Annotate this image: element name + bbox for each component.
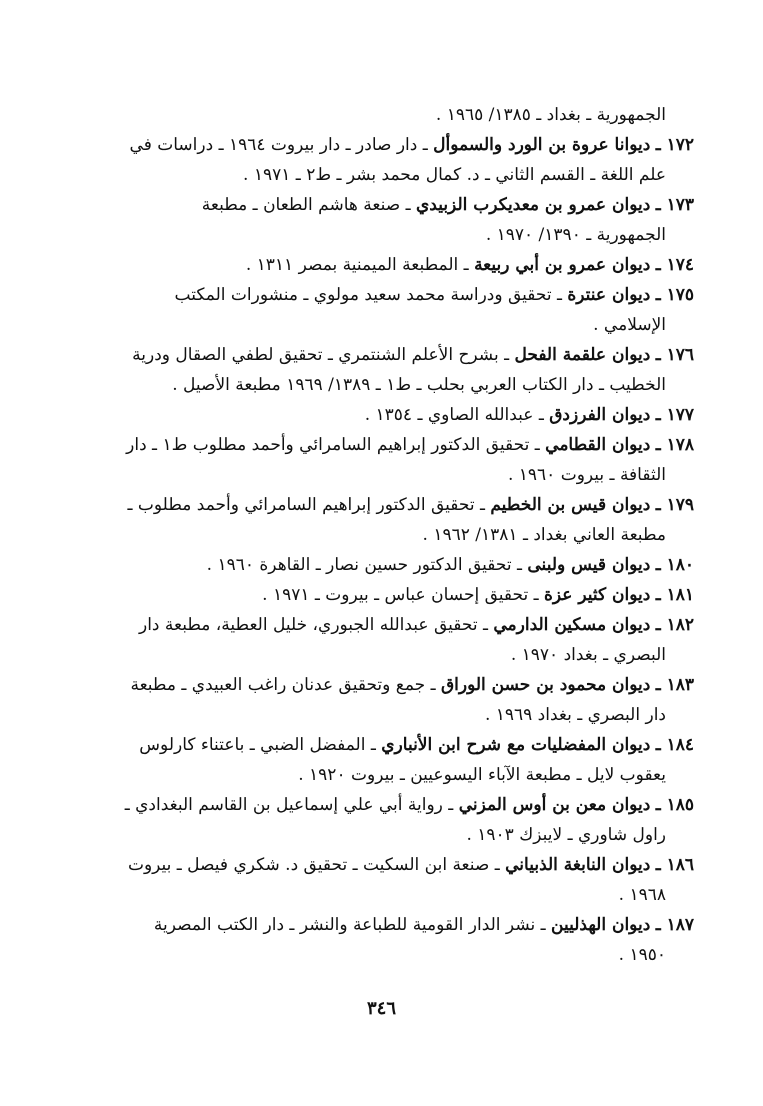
entry-continuation-line: الخطيب ـ دار الكتاب العربي بحلب ـ ط١ ـ ١٣٨٩/ ١٩٦٩ مطبعة الأصيل . — [172, 375, 666, 395]
bibliography-entry — [74, 430, 694, 490]
bibliography-entry — [74, 130, 694, 190]
bibliography-page — [74, 100, 694, 970]
entry-first-line — [74, 250, 694, 280]
bibliography-entry — [74, 340, 694, 400]
entry-number: ١٧٣ ـ — [655, 195, 694, 215]
entry-number: ١٧٥ ـ — [655, 285, 694, 305]
entry-first-line — [74, 610, 694, 640]
entry-details: ـ بشرح الأعلم الشنتمري ـ تحقيق لطفي الصقال ودرية — [132, 345, 510, 365]
entry-first-line — [74, 130, 694, 160]
entry-title: ديوان قيس بن الخطيم — [490, 495, 651, 515]
entry-details: ـ المفضل الضبي ـ باعتناء كارلوس — [139, 735, 376, 755]
entry-number: ١٧٤ ـ — [655, 255, 694, 275]
entry-details: ـ تحقيق الدكتور إبراهيم السامرائي وأحمد مطلوب ط١ ـ دار — [126, 435, 540, 455]
entry-first-line — [74, 190, 694, 220]
entry-first-line — [74, 670, 694, 700]
entry-continuation-line: يعقوب لايل ـ مطبعة الآباء اليسوعيين ـ بيروت ١٩٢٠ . — [298, 765, 666, 785]
entry-number: ١٧٦ ـ — [655, 345, 694, 365]
entry-details: ـ جمع وتحقيق عدنان راغب العبيدي ـ مطبعة — [130, 675, 436, 695]
entry-details: ـ تحقيق عبدالله الجبوري، خليل العطية، مطبعة دار — [138, 615, 488, 635]
entry-number: ١٨٧ ـ — [655, 915, 694, 935]
bibliography-entry — [74, 730, 694, 790]
entry-continuation-line: مطبعة العاني بغداد ـ ١٣٨١/ ١٩٦٢ . — [422, 525, 666, 545]
page-number: ٣٤٦ — [366, 998, 396, 1019]
bibliography-entry — [74, 280, 694, 340]
entry-details: ـ المطبعة الميمنية بمصر ١٣١١ . — [245, 255, 469, 275]
entry-title: ديوان مسكين الدارمي — [493, 615, 651, 635]
bibliography-entry — [74, 580, 694, 610]
bibliography-entries — [74, 130, 694, 970]
entry-continuation-line: الثقافة ـ بيروت ١٩٦٠ . — [507, 465, 666, 485]
entry-number: ١٧٨ ـ — [655, 435, 694, 455]
entry-title: ديوان معن بن أوس المزني — [458, 795, 651, 815]
entry-continuation-line: ١٩٥٠ . — [618, 945, 666, 965]
entry-number: ١٧٧ ـ — [655, 405, 694, 425]
entry-details: ـ نشر الدار القومية للطباعة والنشر ـ دار الكتب المصرية — [153, 915, 546, 935]
entry-number: ١٨٠ ـ — [655, 555, 694, 575]
entry-title: ديوان النابغة الذبياني — [505, 855, 651, 875]
bibliography-entry — [74, 610, 694, 670]
entry-title: ديوان القطامي — [545, 435, 651, 455]
entry-details: ـ صنعة هاشم الطعان ـ مطبعة — [201, 195, 411, 215]
entry-title: ديوان عمرو بن معديكرب الزبيدي — [415, 195, 651, 215]
entry-first-line — [74, 910, 694, 940]
entry-continuation-line: الجمهورية ـ ١٣٩٠/ ١٩٧٠ . — [485, 225, 666, 245]
entry-number: ١٨٢ ـ — [655, 615, 694, 635]
entry-details: ـ تحقيق إحسان عباس ـ بيروت ـ ١٩٧١ . — [262, 585, 539, 605]
entry-first-line — [74, 790, 694, 820]
entry-continuation-line: البصري ـ بغداد ١٩٧٠ . — [510, 645, 666, 665]
entry-first-line — [74, 400, 694, 430]
entry-continuation-line: دار البصري ـ بغداد ١٩٦٩ . — [484, 705, 666, 725]
bibliography-entry — [74, 250, 694, 280]
entry-title: ديوانا عروة بن الورد والسموأل — [433, 135, 651, 155]
entry-title: ديوان الهذليين — [551, 915, 651, 935]
entry-first-line — [74, 730, 694, 760]
entry-details: ـ تحقيق الدكتور إبراهيم السامرائي وأحمد مطلوب ـ — [127, 495, 485, 515]
entry-title: ديوان كثير عزة — [543, 585, 651, 605]
entry-first-line — [74, 550, 694, 580]
bibliography-entry — [74, 910, 694, 970]
entry-title: ديوان عنترة — [567, 285, 651, 305]
entry-continuation-line: الإسلامي . — [593, 315, 666, 335]
entry-title: ديوان المفضليات مع شرح ابن الأنباري — [381, 735, 651, 755]
entry-title: ديوان علقمة الفحل — [514, 345, 651, 365]
entry-first-line — [74, 490, 694, 520]
entry-number: ١٨٥ ـ — [655, 795, 694, 815]
entry-continuation-line: راول شاوري ـ لايبزك ١٩٠٣ . — [466, 825, 666, 845]
entry-first-line — [74, 430, 694, 460]
entry-number: ١٨٣ ـ — [655, 675, 694, 695]
entry-number: ١٧٩ ـ — [655, 495, 694, 515]
lead-line: الجمهورية ـ بغداد ـ ١٣٨٥/ ١٩٦٥ . — [435, 105, 666, 125]
entry-details: ـ تحقيق ودراسة محمد سعيد مولوي ـ منشورات المكتب — [174, 285, 562, 305]
entry-title: ديوان الفرزدق — [549, 405, 651, 425]
bibliography-entry — [74, 850, 694, 910]
entry-first-line — [74, 850, 694, 880]
entry-first-line — [74, 340, 694, 370]
bibliography-entry — [74, 670, 694, 730]
entry-first-line — [74, 280, 694, 310]
bibliography-entry — [74, 550, 694, 580]
entry-title: ديوان محمود بن حسن الوراق — [440, 675, 651, 695]
entry-details: ـ رواية أبي علي إسماعيل بن القاسم البغدادي ـ — [124, 795, 454, 815]
bibliography-entry — [74, 400, 694, 430]
bibliography-entry — [74, 490, 694, 550]
bibliography-entry — [74, 190, 694, 250]
entry-details: ـ صنعة ابن السكيت ـ تحقيق د. شكري فيصل ـ بيروت — [127, 855, 500, 875]
entry-number: ١٨٦ ـ — [655, 855, 694, 875]
entry-title: ديوان قيس ولبنى — [527, 555, 651, 575]
entry-continuation-line: ١٩٦٨ . — [618, 885, 666, 905]
entry-title: ديوان عمرو بن أبي ربيعة — [474, 255, 651, 275]
entry-continuation-line: علم اللغة ـ القسم الثاني ـ د. كمال محمد بشر ـ ط٢ ـ ١٩٧١ . — [243, 165, 666, 185]
bibliography-entry — [74, 790, 694, 850]
entry-details: ـ عبدالله الصاوي ـ ١٣٥٤ . — [364, 405, 544, 425]
entry-number: ١٧٢ ـ — [655, 135, 694, 155]
entry-details: ـ دار صادر ـ دار بيروت ١٩٦٤ ـ دراسات في — [129, 135, 428, 155]
entry-details: ـ تحقيق الدكتور حسين نصار ـ القاهرة ١٩٦٠ . — [206, 555, 522, 575]
entry-number: ١٨١ ـ — [655, 585, 694, 605]
entry-number: ١٨٤ ـ — [655, 735, 694, 755]
entry-first-line — [74, 580, 694, 610]
